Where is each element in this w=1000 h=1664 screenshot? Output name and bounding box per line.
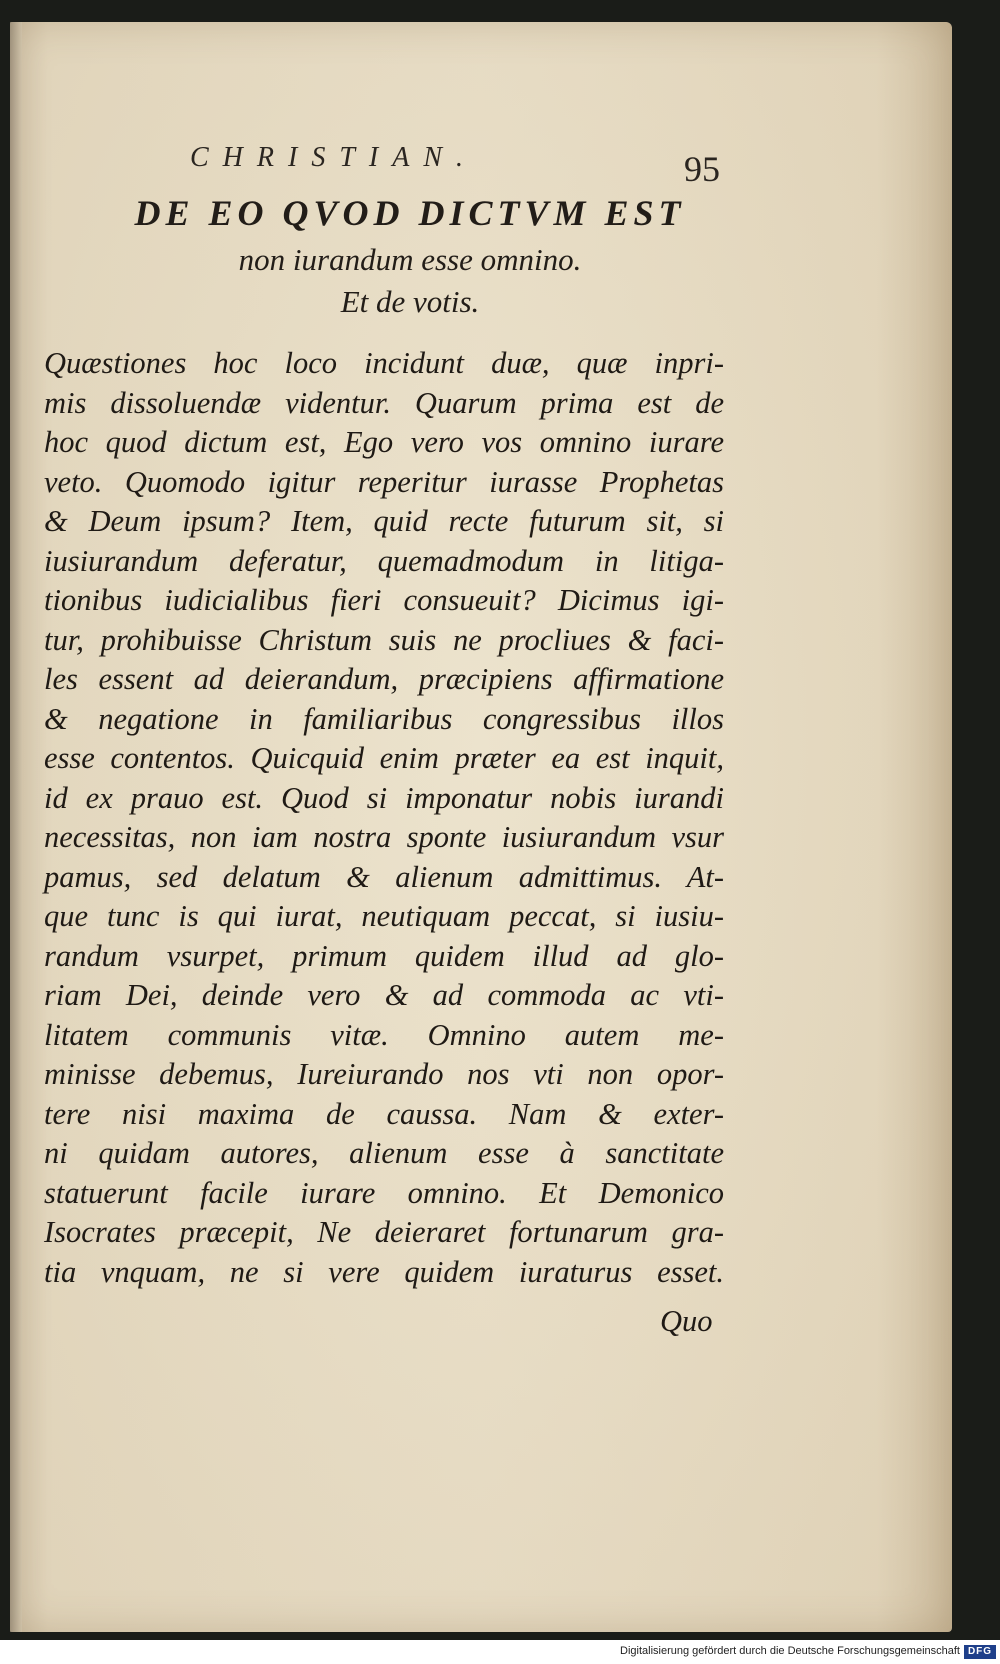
text-line: & Deum ipsum? Item, quid recte futurum sit, si: [44, 504, 724, 538]
title-line-3: Et de votis.: [340, 284, 480, 319]
text-line: les essent ad deierandum, præcipiens affirmatione: [44, 662, 724, 696]
text-line: tere nisi maxima de caussa. Nam & exter-: [44, 1096, 724, 1131]
text-line: statuerunt facile iurare omnino. Et Demonico: [44, 1175, 724, 1210]
footer-credit: Digitalisierung gefördert durch die Deutsche Forschungsgemeinschaft: [620, 1645, 960, 1657]
text-line: id ex prauo est. Quod si imponatur nobis iurandi: [44, 780, 724, 815]
page-number: 95: [684, 149, 720, 189]
text-line: riam Dei, deinde vero & ad commoda ac vti-: [44, 978, 724, 1012]
page-header: [10, 130, 952, 189]
title-line-1: DE EO QVOD DICTVM EST: [134, 193, 686, 233]
text-line: que tunc is qui iurat, neutiquam peccat, si iusiu-: [44, 899, 724, 933]
chapter-title: [70, 192, 750, 320]
text-line: & negatione in familiaribus congressibus illos: [44, 701, 724, 736]
catchword: Quo: [660, 1304, 713, 1338]
text-line: Quæstiones hoc loco incidunt duæ, quæ inpri-: [44, 346, 724, 380]
text-line: ni quidam autores, alienum esse à sanctitate: [44, 1136, 724, 1170]
text-line: esse contentos. Quicquid enim præter ea est inquit,: [44, 741, 724, 775]
title-line-2: non iurandum esse omnino.: [238, 242, 582, 277]
text-line: tionibus iudicialibus fieri consueuit? Dicimus igi-: [44, 583, 724, 617]
body-text: [44, 344, 724, 1292]
text-line: randum vsurpet, primum quidem illud ad glo-: [44, 938, 724, 973]
text-line: necessitas, non iam nostra sponte iusiurandum vsur: [44, 820, 724, 854]
text-line: tur, prohibuisse Christum suis ne procliues & faci-: [44, 622, 724, 657]
text-line: iusiurandum deferatur, quemadmodum in litiga-: [44, 543, 724, 578]
text-line: minisse debemus, Iureiurando nos vti non opor-: [44, 1057, 724, 1091]
dfg-logo: DFG: [964, 1645, 996, 1659]
text-line: mis dissoluendæ videntur. Quarum prima est de: [44, 385, 724, 420]
text-line: tia vnquam, ne si vere quidem iuraturus esset.: [44, 1254, 724, 1289]
text-line: hoc quod dictum est, Ego vero vos omnino iurare: [44, 425, 724, 459]
book-page: [10, 22, 952, 1632]
text-line: veto. Quomodo igitur reperitur iurasse Prophetas: [44, 464, 724, 499]
text-line: litatem communis vitæ. Omnino autem me-: [44, 1017, 724, 1052]
text-line: Isocrates præcepit, Ne deieraret fortunarum gra-: [44, 1215, 724, 1249]
page-gutter-edge: [10, 22, 22, 1632]
digitization-footer: [0, 1642, 1000, 1664]
running-head: CHRISTIAN.: [190, 142, 477, 173]
text-line: pamus, sed delatum & alienum admittimus. At-: [44, 859, 724, 894]
